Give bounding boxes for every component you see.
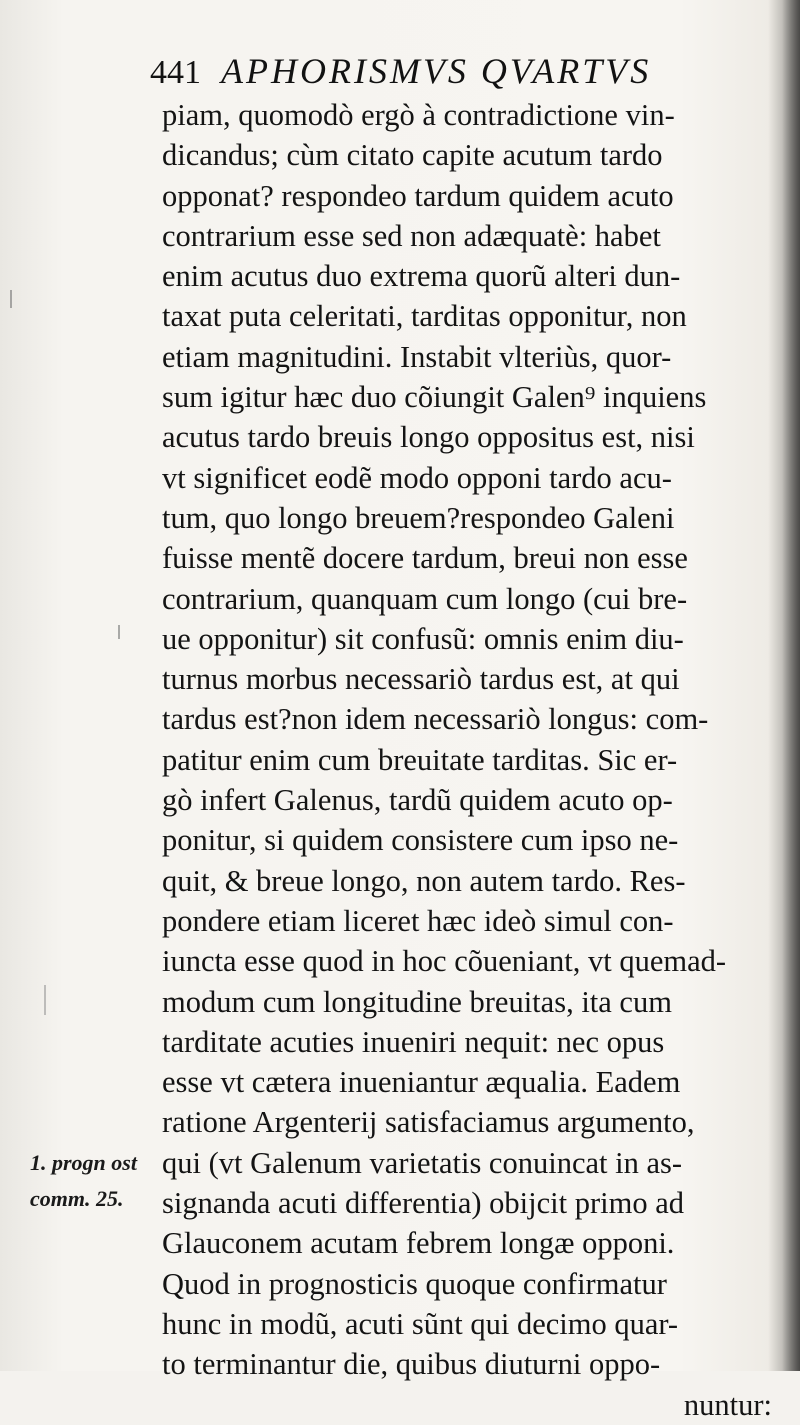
text-line: tarditate acuties inueniri nequit: nec opus <box>162 1024 665 1059</box>
text-line: modum cum longitudine breuitas, ita cum <box>162 984 672 1019</box>
text-line: quit, & breue longo, non autem tardo. Res- <box>162 863 686 898</box>
text-line: pondere etiam liceret hæc ideò simul con- <box>162 903 674 938</box>
text-line: enim acutus duo extrema quorũ alteri dun- <box>162 259 681 294</box>
text-line: esse vt cætera inueniantur æqualia. Eadem <box>162 1065 681 1100</box>
text-line: hunc in modũ, acuti sũnt qui decimo quar- <box>162 1306 679 1341</box>
text-line: qui (vt Galenum varietatis conuincat in as- <box>162 1145 683 1180</box>
margin-speck <box>44 985 46 1015</box>
text-line: turnus morbus necessariò tardus est, at qui <box>162 662 680 697</box>
text-line: ue opponitur) sit confusũ: omnis enim diu- <box>162 621 684 656</box>
text-line: contrarium, quanquam cum longo (cui bre- <box>162 581 688 616</box>
text-line: etiam magnitudini. Instabit vlteriùs, quor- <box>162 339 672 374</box>
text-line: opponat? respondeo tardum quidem acuto <box>162 178 674 213</box>
text-line: ratione Argenterij satisfaciamus argumento, <box>162 1105 695 1140</box>
page-header <box>150 50 651 98</box>
text-line: tum, quo longo breuem?respondeo Galeni <box>162 500 675 535</box>
text-line: vt significet eodẽ modo opponi tardo acu- <box>162 460 672 495</box>
text-line: acutus tardo breuis longo oppositus est, nisi <box>162 420 695 455</box>
text-line: fuisse mentẽ docere tardum, breui non esse <box>162 541 688 576</box>
margin-note-reference: comm. 25. <box>30 1186 124 1211</box>
catchword-line: nuntur: <box>683 1387 772 1422</box>
text-line: Quod in prognosticis quoque confirmatur <box>162 1266 667 1301</box>
text-line: to terminantur die, quibus diuturni oppo- <box>162 1347 661 1382</box>
page-number: 441 <box>150 54 201 91</box>
page-gutter-shadow <box>782 0 800 1371</box>
text-line: signanda acuti differentia) obijcit primo ad <box>162 1186 684 1221</box>
text-line: taxat puta celeritati, tarditas opponitur, non <box>162 299 687 334</box>
text-line: iuncta esse quod in hoc cõueniant, vt quemad- <box>162 944 727 979</box>
margin-speck <box>10 290 12 308</box>
text-line: ponitur, si quidem consistere cum ipso ne- <box>162 823 679 858</box>
text-line: dicandus; cùm citato capite acutum tardo <box>162 138 663 173</box>
text-line: Glauconem acutam febrem longæ opponi. <box>162 1226 675 1261</box>
running-head: APHORISMVS QVARTVS <box>221 51 652 91</box>
margin-speck <box>118 625 120 639</box>
text-line: sum igitur hæc duo cõiungit Galen⁹ inquiens <box>162 380 707 415</box>
text-line: patitur enim cum breuitate tarditas. Sic er- <box>162 742 678 777</box>
text-line: contrarium esse sed non adæquatè: habet <box>162 218 661 253</box>
text-line: tardus est?non idem necessariò longus: com- <box>162 702 709 737</box>
margin-note-reference: 1. progn ost <box>30 1150 137 1175</box>
body-text <box>162 95 772 1425</box>
text-line: gò infert Galenus, tardũ quidem acuto op- <box>162 783 673 818</box>
text-line: piam, quomodò ergò à contradictione vin- <box>162 98 675 132</box>
